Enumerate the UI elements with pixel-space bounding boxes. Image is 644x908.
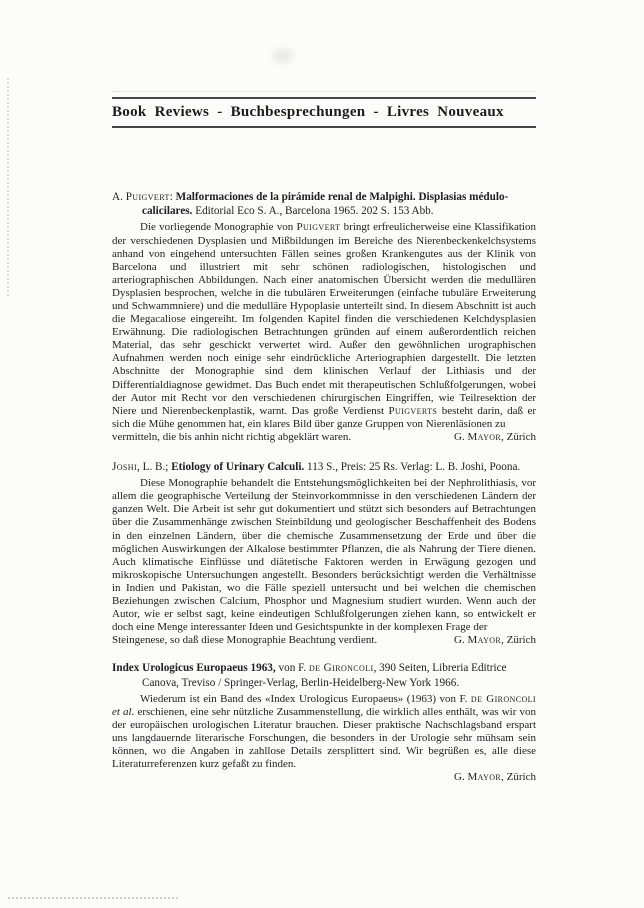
review-body-end-joshi: Steingenese, so daß diese Monographie Beachtung verdient. [112,634,378,647]
review-heading-puigvert: A. Puigvert: Malformaciones de la pirámide renal de Malpighi. Displasias médulo-calicilares. Editorial Eco S. A., Barcelona 1965. 202 S. 153 Abb. [112,191,509,218]
review-lastline-puigvert [112,431,536,444]
page-header [112,97,536,128]
reviewer-signature: G. Mayor, Zürich [454,771,536,784]
review-body-end-puigvert: vermitteln, die bis anhin nicht richtig abgeklärt waren. [112,430,352,443]
reviewer-signature: G. Mayor, Zürich [454,634,536,647]
review-heading-gironcoli: Index Urologicus Europaeus 1963, von F. de Gironcoli, 390 Seiten, Libreria Editrice Canova, Treviso / Springer-Verlag, Berlin-Heidelberg-New York 1966. [112,662,507,689]
scan-artifact-bottom-dots [8,897,178,899]
review-gironcoli [112,661,536,784]
review-puigvert [112,190,536,444]
reviewer-signature: G. Mayor, Zürich [454,430,536,443]
page-title: Book Reviews - Buchbesprechungen - Livres Nouveaux [112,104,504,120]
review-body-puigvert: Die vorliegende Monographie von Puigvert bringt erfreulicherweise eine Klassifikation der verschiedenen Dysplasien und Mißbildungen im Bereiche des Nierenbeckenkelchsystems anhand von eingehend untersuchten Fällen seines großen Krankengutes aus der Klinik von Barcelona und illustriert mit sehr schönen radiologischen, histologischen und arteriographischen Abbildungen. Nach einer anatomischen Übersicht werden die medullären Dysplasien besprochen, welche in die tubulären Erweiterungen (einfache tubuläre Erweiterung und Schwammniere) und die medulläre Hypoplasie unterteilt sind. In diesem Abschnitt ist auch die Megacaliose eingereiht. Im folgenden Kapitel finden die verschiedenen Kelchdysplasien Erwähnung. Die radiologischen Betrachtungen gründen auf einem außerordentlich reichen Material, das sehr geschickt verwertet wird. Außer den gewöhnlichen urographischen Aufnahmen werden noch einige sehr eindrückliche Arteriographien dargestellt. Die letzten Abschnitte der Monographie sind dem klinischen Verlauf der Lithiasis und der Differentialdiagnose gewidmet. Das Buch endet mit therapeutischen Schlußfolgerungen, wobei der Autor mit Recht vor den verschiedenen chirurgischen Eingriffen, wie Teilresektion der Niere und Nierenbeckenplastik, warnt. Das große Verdienst Puigverts besteht darin, daß er sich die Mühe genommen hat, ein klares Bild über ganze Gruppen von Nierenläsionen zu [112,221,536,430]
review-heading-joshi: Joshi, L. B.; Etiology of Urinary Calculi. 113 S., Preis: 25 Rs. Verlag: L. B. Joshi, Poona. [112,461,521,473]
review-joshi [112,460,536,647]
review-body-joshi: Diese Monographie behandelt die Entstehungsmöglichkeiten bei der Nephrolithiasis, vor allem die geographische Verteilung der Steinvorkommnisse in den verschiedenen Ländern der ganzen Welt. Die Arbeit ist sehr gut dokumentiert und stützt sich besonders auf Betrachtungen über die Zusammenhänge zwischen Steinbildung und geologischer Beschaffenheit des Bodens in den einzelnen Ländern, über die chemische Zusammensetzung der Erde und über die möglichen Auswirkungen der Alkalose bestimmter Pflanzen, die als Nahrung der Tiere dienen. Auch klimatische Einflüsse und diätetische Faktoren werden in Erwägung gezogen und mikroskopische Untersuchungen angestellt. Besonders berücksichtigt werden die Verhältnisse in Indien und Pakistan, wo die Fälle speziell untersucht und bei welchen die chemischen Beziehungen zwischen Calcium, Phosphor und Magnesium studiert wurden. Wenn auch der Autor, wie er selbst sagt, keine eindeutigen Schlußfolgerungen ziehen kann, so entwickelt er doch eine Menge interessanter Ideen und Gesichtspunkte in der komplexen Frage der [112,477,536,634]
review-lastline-joshi [112,634,536,647]
text-column [112,0,536,784]
scan-artifact-left-edge [7,78,9,296]
review-lastline-gironcoli [112,771,536,784]
review-body-gironcoli: Wiederum ist ein Band des «Index Urologicus Europaeus» (1963) von F. de Gironcoli et al. erschienen, eine sehr nützliche Zusammenstellung, die wirklich alles enthält, was wir von der europäischen urologischen Literatur brauchen. Dieser praktische Nachschlagsband erspart uns langdauernde literarische Forschungen, die besonders in der Urologie sehr mühsam sein können, wo die Angaben in zahllose Details zersplittert sind. Wir begrüßen es, alle diese Literaturreferenzen kurz gefaßt zu finden. [112,692,536,771]
